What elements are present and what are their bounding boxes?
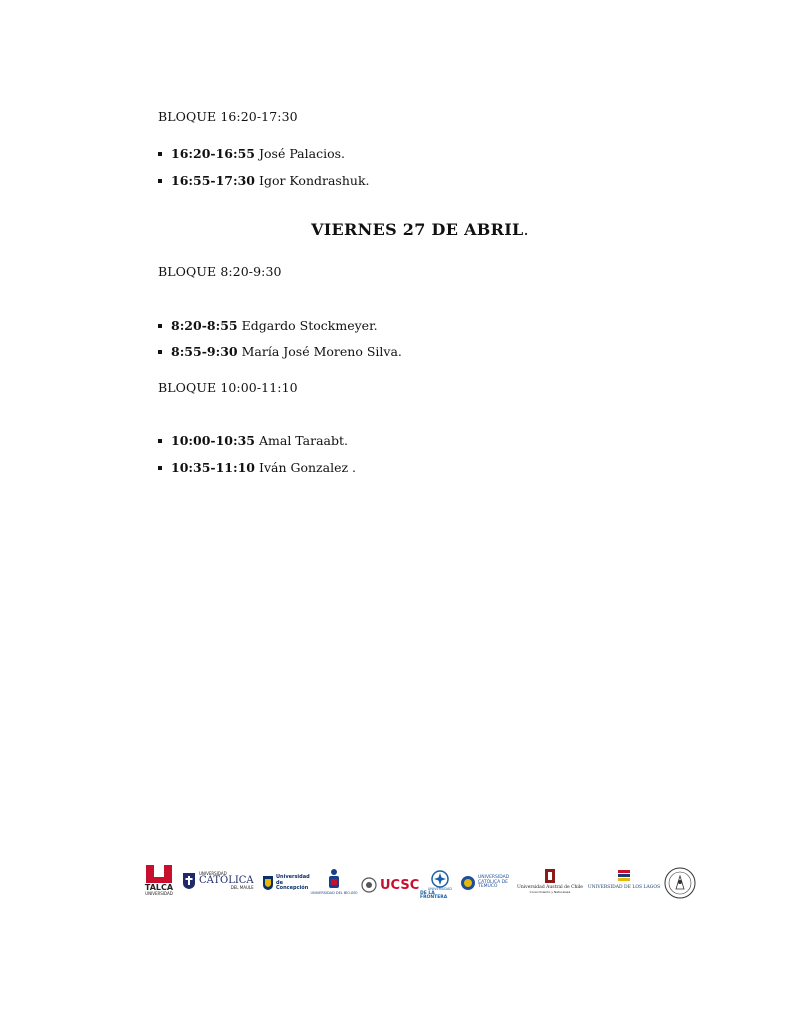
ufro-name: DE LA FRONTERA <box>420 890 448 900</box>
ucm-top: UNIVERSIDAD <box>199 871 227 876</box>
logo-ucm <box>182 872 254 890</box>
bullet-icon <box>158 179 162 183</box>
bullet-icon <box>158 439 162 443</box>
bullet-icon <box>158 152 162 156</box>
logo-uach <box>514 868 586 894</box>
utalca-name: TALCA <box>144 883 174 892</box>
uct-line3: TEMUCO <box>478 884 498 890</box>
uct-emblem-icon <box>460 875 476 891</box>
uach-emblem-icon <box>543 868 557 884</box>
block-title: BLOQUE 8:20-9:30 <box>158 264 282 279</box>
schedule-item <box>158 318 378 333</box>
ucsc-emblem-icon <box>361 877 377 893</box>
block-title: BLOQUE 10:00-11:10 <box>158 380 298 395</box>
university-seal-icon <box>664 867 696 899</box>
logo-seal <box>664 867 696 899</box>
sponsor-logos <box>142 862 702 910</box>
bullet-icon <box>158 324 162 328</box>
schedule-item <box>158 173 370 188</box>
logo-utalca <box>142 865 176 896</box>
block-title: BLOQUE 16:20-17:30 <box>158 109 298 124</box>
item-time: 16:55-17:30 <box>171 173 255 188</box>
logo-ulagos <box>587 870 661 891</box>
day-title: VIERNES 27 DE ABRIL <box>311 220 524 239</box>
item-speaker: Edgardo Stockmeyer. <box>241 318 378 333</box>
logo-udec <box>262 874 310 892</box>
ubb-emblem-icon <box>327 868 341 890</box>
ufro-top: UNIVERSIDAD <box>427 887 453 891</box>
schedule-item <box>158 460 356 475</box>
ulagos-flag-icon <box>618 870 630 884</box>
schedule-item <box>158 344 402 359</box>
bullet-icon <box>158 350 162 354</box>
item-time: 10:35-11:10 <box>171 460 255 475</box>
logo-ucsc <box>361 877 419 893</box>
logo-ubb <box>310 868 358 896</box>
item-time: 10:00-10:35 <box>171 433 255 448</box>
item-speaker: María José Moreno Silva. <box>241 344 402 359</box>
utalca-emblem-icon <box>146 865 172 883</box>
item-speaker: José Palacios. <box>259 146 345 161</box>
uach-sub: Conocimiento y Naturaleza <box>529 889 571 894</box>
uct-line2: CATÓLICA DE <box>478 879 508 885</box>
item-speaker: Iván Gonzalez . <box>259 460 357 475</box>
ucsc-name: UCSC <box>380 877 420 893</box>
item-speaker: Igor Kondrashuk. <box>259 173 370 188</box>
ucm-name: CATOLICA <box>199 875 254 886</box>
item-time: 16:20-16:55 <box>171 146 255 161</box>
ucm-sub: DEL MAULE <box>230 885 254 890</box>
uach-name: Universidad Austral de Chile <box>517 885 583 890</box>
uct-line1: UNIVERSIDAD <box>478 875 510 881</box>
bullet-icon <box>158 466 162 470</box>
ulagos-name: UNIVERSIDAD DE LOS LAGOS <box>587 885 661 890</box>
ucm-shield-icon <box>182 872 196 890</box>
logo-ufro <box>420 870 460 901</box>
udec-name: Universidad de Concepción <box>276 874 310 891</box>
item-speaker: Amal Taraabt. <box>259 433 349 448</box>
day-heading <box>0 220 800 239</box>
ufro-emblem-icon <box>430 870 450 888</box>
utalca-sub: UNIVERSIDAD <box>145 891 173 896</box>
day-title-suffix: . <box>523 220 529 239</box>
logo-uct <box>460 875 509 891</box>
schedule-item <box>158 433 348 448</box>
udec-shield-icon <box>262 875 274 891</box>
schedule-item <box>158 146 345 161</box>
ubb-name: UNIVERSIDAD DEL BÍO-BÍO <box>310 891 358 895</box>
item-time: 8:20-8:55 <box>171 318 238 333</box>
item-time: 8:55-9:30 <box>171 344 238 359</box>
